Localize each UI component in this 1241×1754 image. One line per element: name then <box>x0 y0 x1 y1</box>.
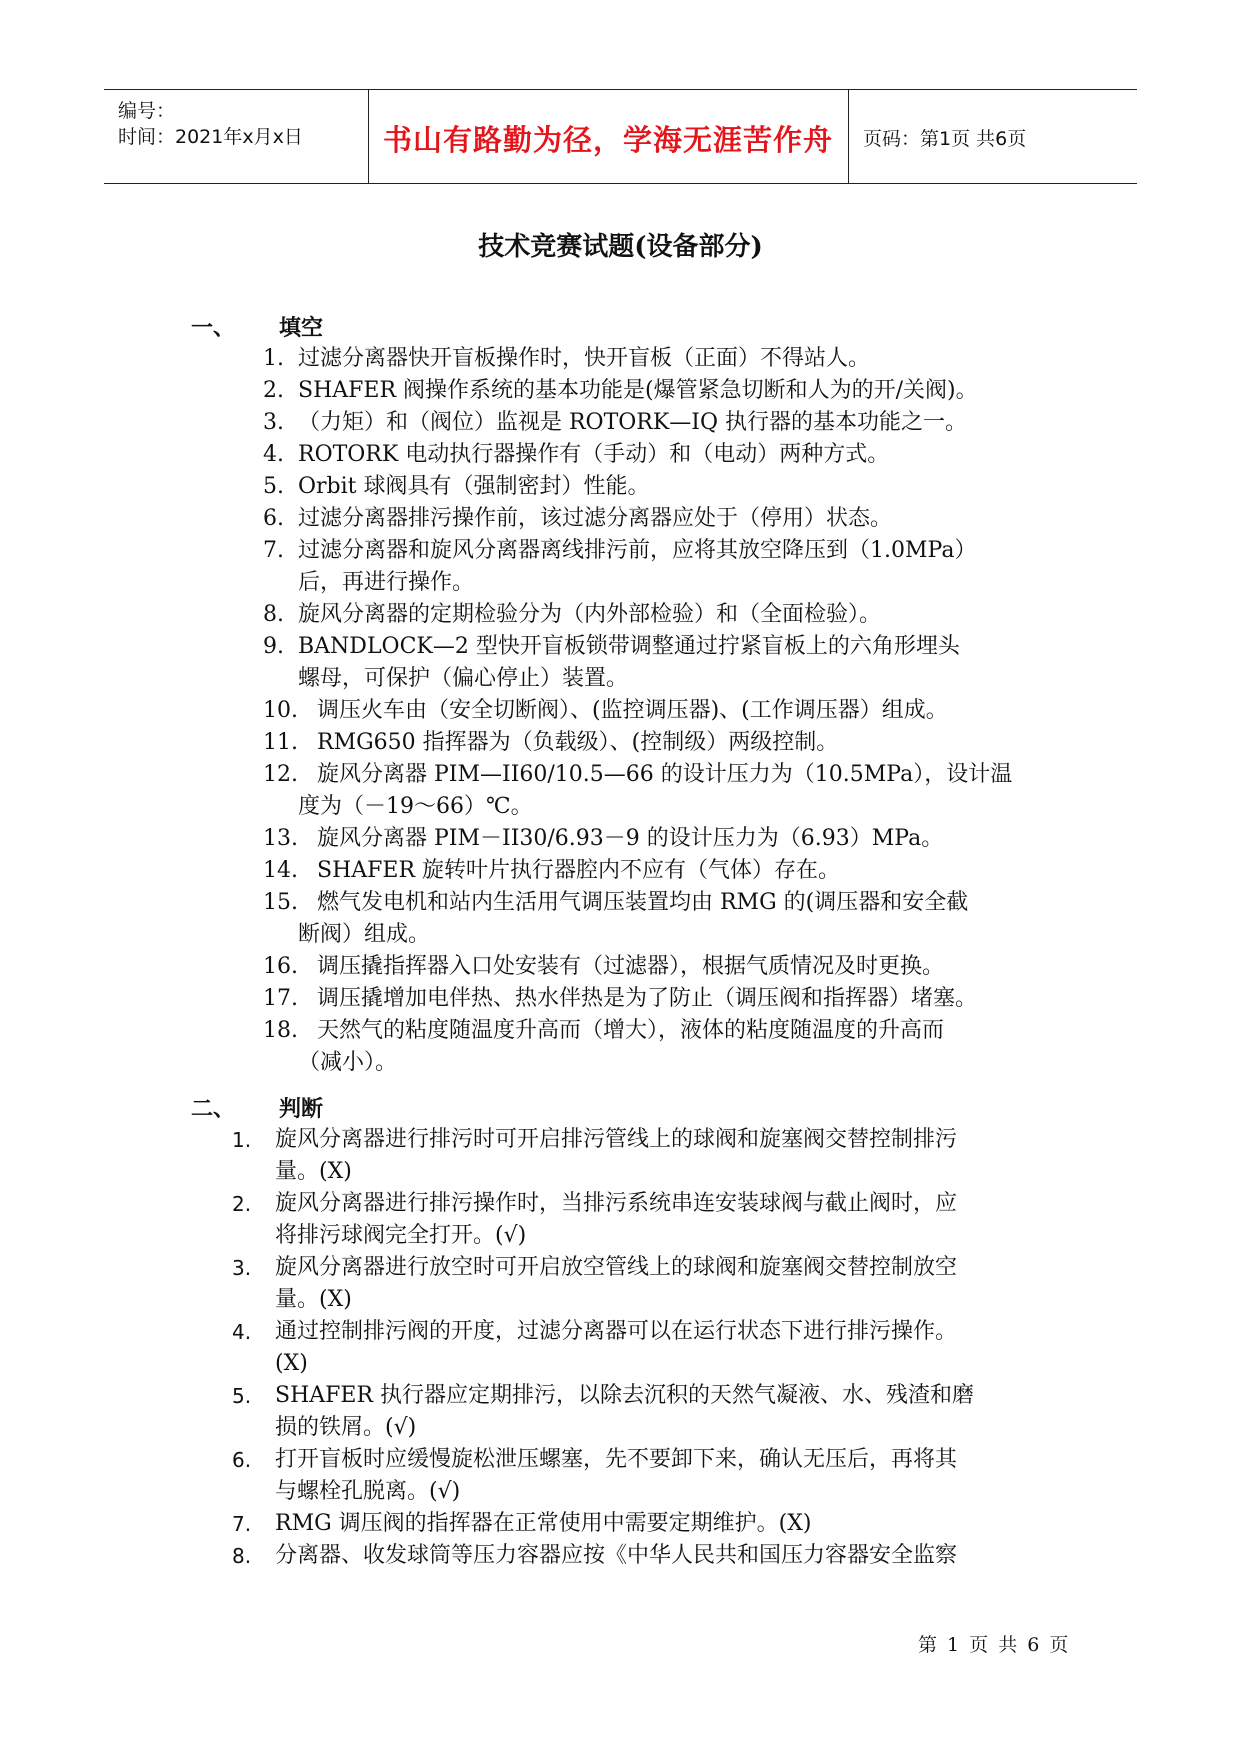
question-text: 调压撬增加电伴热、热水伴热是为了防止（调压阀和指挥器）堵塞。 <box>317 986 978 1011</box>
section-title: 判断 <box>279 1096 324 1122</box>
question-text-continued: 损的铁屑。(√) <box>275 1415 417 1440</box>
question-text-continued: （减小）。 <box>298 1050 398 1075</box>
page-footer: 第 1 页 共 6 页 <box>918 1634 1069 1656</box>
header-info-cell <box>104 90 369 183</box>
document-time-label: 时间：2021年x月x日 <box>118 126 303 148</box>
question-item <box>0 343 1241 375</box>
question-item <box>0 1316 1241 1380</box>
question-text-continued: 与螺栓孔脱离。(√) <box>275 1479 461 1504</box>
question-number: 10. <box>263 698 298 723</box>
question-number: 13. <box>263 826 298 851</box>
header-page-cell <box>848 90 1137 183</box>
question-number: 6. <box>232 1448 252 1472</box>
question-text: 旋风分离器 PIM—II60/10.5—66 的设计压力为（10.5MPa），设计温 <box>317 762 1013 787</box>
question-text: 过滤分离器排污操作前，该过滤分离器应处于（停用）状态。 <box>298 506 893 531</box>
question-item <box>0 759 1241 823</box>
question-number: 9. <box>263 634 284 659</box>
question-number: 2. <box>232 1192 252 1216</box>
question-number: 16. <box>263 954 298 979</box>
section-title: 填空 <box>279 315 324 341</box>
question-number: 18. <box>263 1018 298 1043</box>
section-number: 一、 <box>191 315 236 341</box>
question-item <box>0 1252 1241 1316</box>
question-number: 1. <box>232 1128 252 1152</box>
question-text: 分离器、收发球筒等压力容器应按《中华人民共和国压力容器安全监察 <box>275 1543 958 1568</box>
question-text: （力矩）和（阀位）监视是 ROTORK—IQ 执行器的基本功能之一。 <box>298 410 968 435</box>
question-number: 7. <box>232 1512 252 1536</box>
question-text: 过滤分离器快开盲板操作时，快开盲板（正面）不得站人。 <box>298 346 871 371</box>
question-text-continued: 后，再进行操作。 <box>298 570 475 595</box>
question-text: 过滤分离器和旋风分离器离线排污前，应将其放空降压到（1.0MPa） <box>298 538 977 563</box>
question-item <box>0 951 1241 983</box>
question-item <box>0 503 1241 535</box>
document-title: 技术竞赛试题(设备部分) <box>478 232 763 262</box>
question-text-continued: 量。(X) <box>275 1159 352 1184</box>
question-item <box>0 599 1241 631</box>
question-item <box>0 1540 1241 1572</box>
question-text: 旋风分离器进行排污时可开启排污管线上的球阀和旋塞阀交替控制排污 <box>275 1127 958 1152</box>
question-item <box>0 535 1241 599</box>
question-number: 5. <box>263 474 284 499</box>
question-item <box>0 407 1241 439</box>
question-item <box>0 983 1241 1015</box>
question-item <box>0 1508 1241 1540</box>
question-text: RMG650 指挥器为（负载级）、(控制级）两级控制。 <box>317 730 839 755</box>
header-motto-cell <box>368 90 849 183</box>
document-number-label: 编号： <box>118 100 176 122</box>
question-text-continued: (X) <box>275 1351 308 1376</box>
question-text: Orbit 球阀具有（强制密封）性能。 <box>298 474 650 499</box>
question-text: 旋风分离器的定期检验分为（内外部检验）和（全面检验）。 <box>298 602 882 627</box>
question-number: 4. <box>232 1320 252 1344</box>
question-item <box>0 695 1241 727</box>
question-number: 5. <box>232 1384 252 1408</box>
question-number: 8. <box>232 1544 252 1568</box>
question-text: SHAFER 阀操作系统的基本功能是(爆管紧急切断和人为的开/关阀)。 <box>298 378 978 403</box>
question-text: 调压火车由（安全切断阀）、(监控调压器)、(工作调压器）组成。 <box>317 698 948 723</box>
question-item <box>0 439 1241 471</box>
question-text-continued: 将排污球阀完全打开。(√) <box>275 1223 527 1248</box>
question-text: SHAFER 执行器应定期排污，以除去沉积的天然气凝液、水、残渣和磨 <box>275 1383 975 1408</box>
question-number: 1. <box>263 346 284 371</box>
question-text: 旋风分离器进行排污操作时，当排污系统串连安装球阀与截止阀时，应 <box>275 1191 958 1216</box>
question-text: SHAFER 旋转叶片执行器腔内不应有（气体）存在。 <box>317 858 841 883</box>
question-number: 3. <box>232 1256 252 1280</box>
question-text-continued: 螺母，可保护（偏心停止）装置。 <box>298 666 629 691</box>
question-item <box>0 1015 1241 1079</box>
question-item <box>0 1188 1241 1252</box>
question-number: 3. <box>263 410 284 435</box>
question-number: 17. <box>263 986 298 1011</box>
question-text: RMG 调压阀的指挥器在正常使用中需要定期维护。(X) <box>275 1511 812 1536</box>
question-number: 8. <box>263 602 284 627</box>
question-item <box>0 855 1241 887</box>
question-item <box>0 887 1241 951</box>
question-item <box>0 1124 1241 1188</box>
motto-text: 书山有路勤为径，学海无涯苦作舟 <box>382 123 833 157</box>
question-item <box>0 471 1241 503</box>
question-number: 7. <box>263 538 284 563</box>
question-item <box>0 1380 1241 1444</box>
section-number: 二、 <box>191 1096 236 1122</box>
question-text-continued: 断阀）组成。 <box>298 922 431 947</box>
question-text: 打开盲板时应缓慢旋松泄压螺塞，先不要卸下来，确认无压后，再将其 <box>275 1447 958 1472</box>
question-text: 旋风分离器进行放空时可开启放空管线上的球阀和旋塞阀交替控制放空 <box>275 1255 958 1280</box>
question-item <box>0 1444 1241 1508</box>
question-text: 旋风分离器 PIM－II30/6.93－9 的设计压力为（6.93）MPa。 <box>317 826 944 851</box>
page-header <box>104 89 1137 184</box>
question-number: 15. <box>263 890 298 915</box>
question-number: 12. <box>263 762 298 787</box>
question-number: 14. <box>263 858 298 883</box>
question-number: 2. <box>263 378 284 403</box>
question-number: 4. <box>263 442 284 467</box>
question-item <box>0 727 1241 759</box>
question-text: 燃气发电机和站内生活用气调压装置均由 RMG 的(调压器和安全截 <box>317 890 969 915</box>
header-page-number: 页码：第1页 共6页 <box>863 128 1027 150</box>
question-item <box>0 375 1241 407</box>
question-text: ROTORK 电动执行器操作有（手动）和（电动）两种方式。 <box>298 442 890 467</box>
question-text-continued: 度为（－19～66）℃。 <box>298 794 533 819</box>
question-item <box>0 631 1241 695</box>
question-text: 通过控制排污阀的开度，过滤分离器可以在运行状态下进行排污操作。 <box>275 1319 958 1344</box>
question-text: 调压撬指挥器入口处安装有（过滤器），根据气质情况及时更换。 <box>317 954 945 979</box>
question-text: BANDLOCK—2 型快开盲板锁带调整通过拧紧盲板上的六角形埋头 <box>298 634 960 659</box>
question-item <box>0 823 1241 855</box>
question-text: 天然气的粘度随温度升高而（增大），液体的粘度随温度的升高而 <box>317 1018 945 1043</box>
question-number: 6. <box>263 506 284 531</box>
question-number: 11. <box>263 730 298 755</box>
question-text-continued: 量。(X) <box>275 1287 352 1312</box>
